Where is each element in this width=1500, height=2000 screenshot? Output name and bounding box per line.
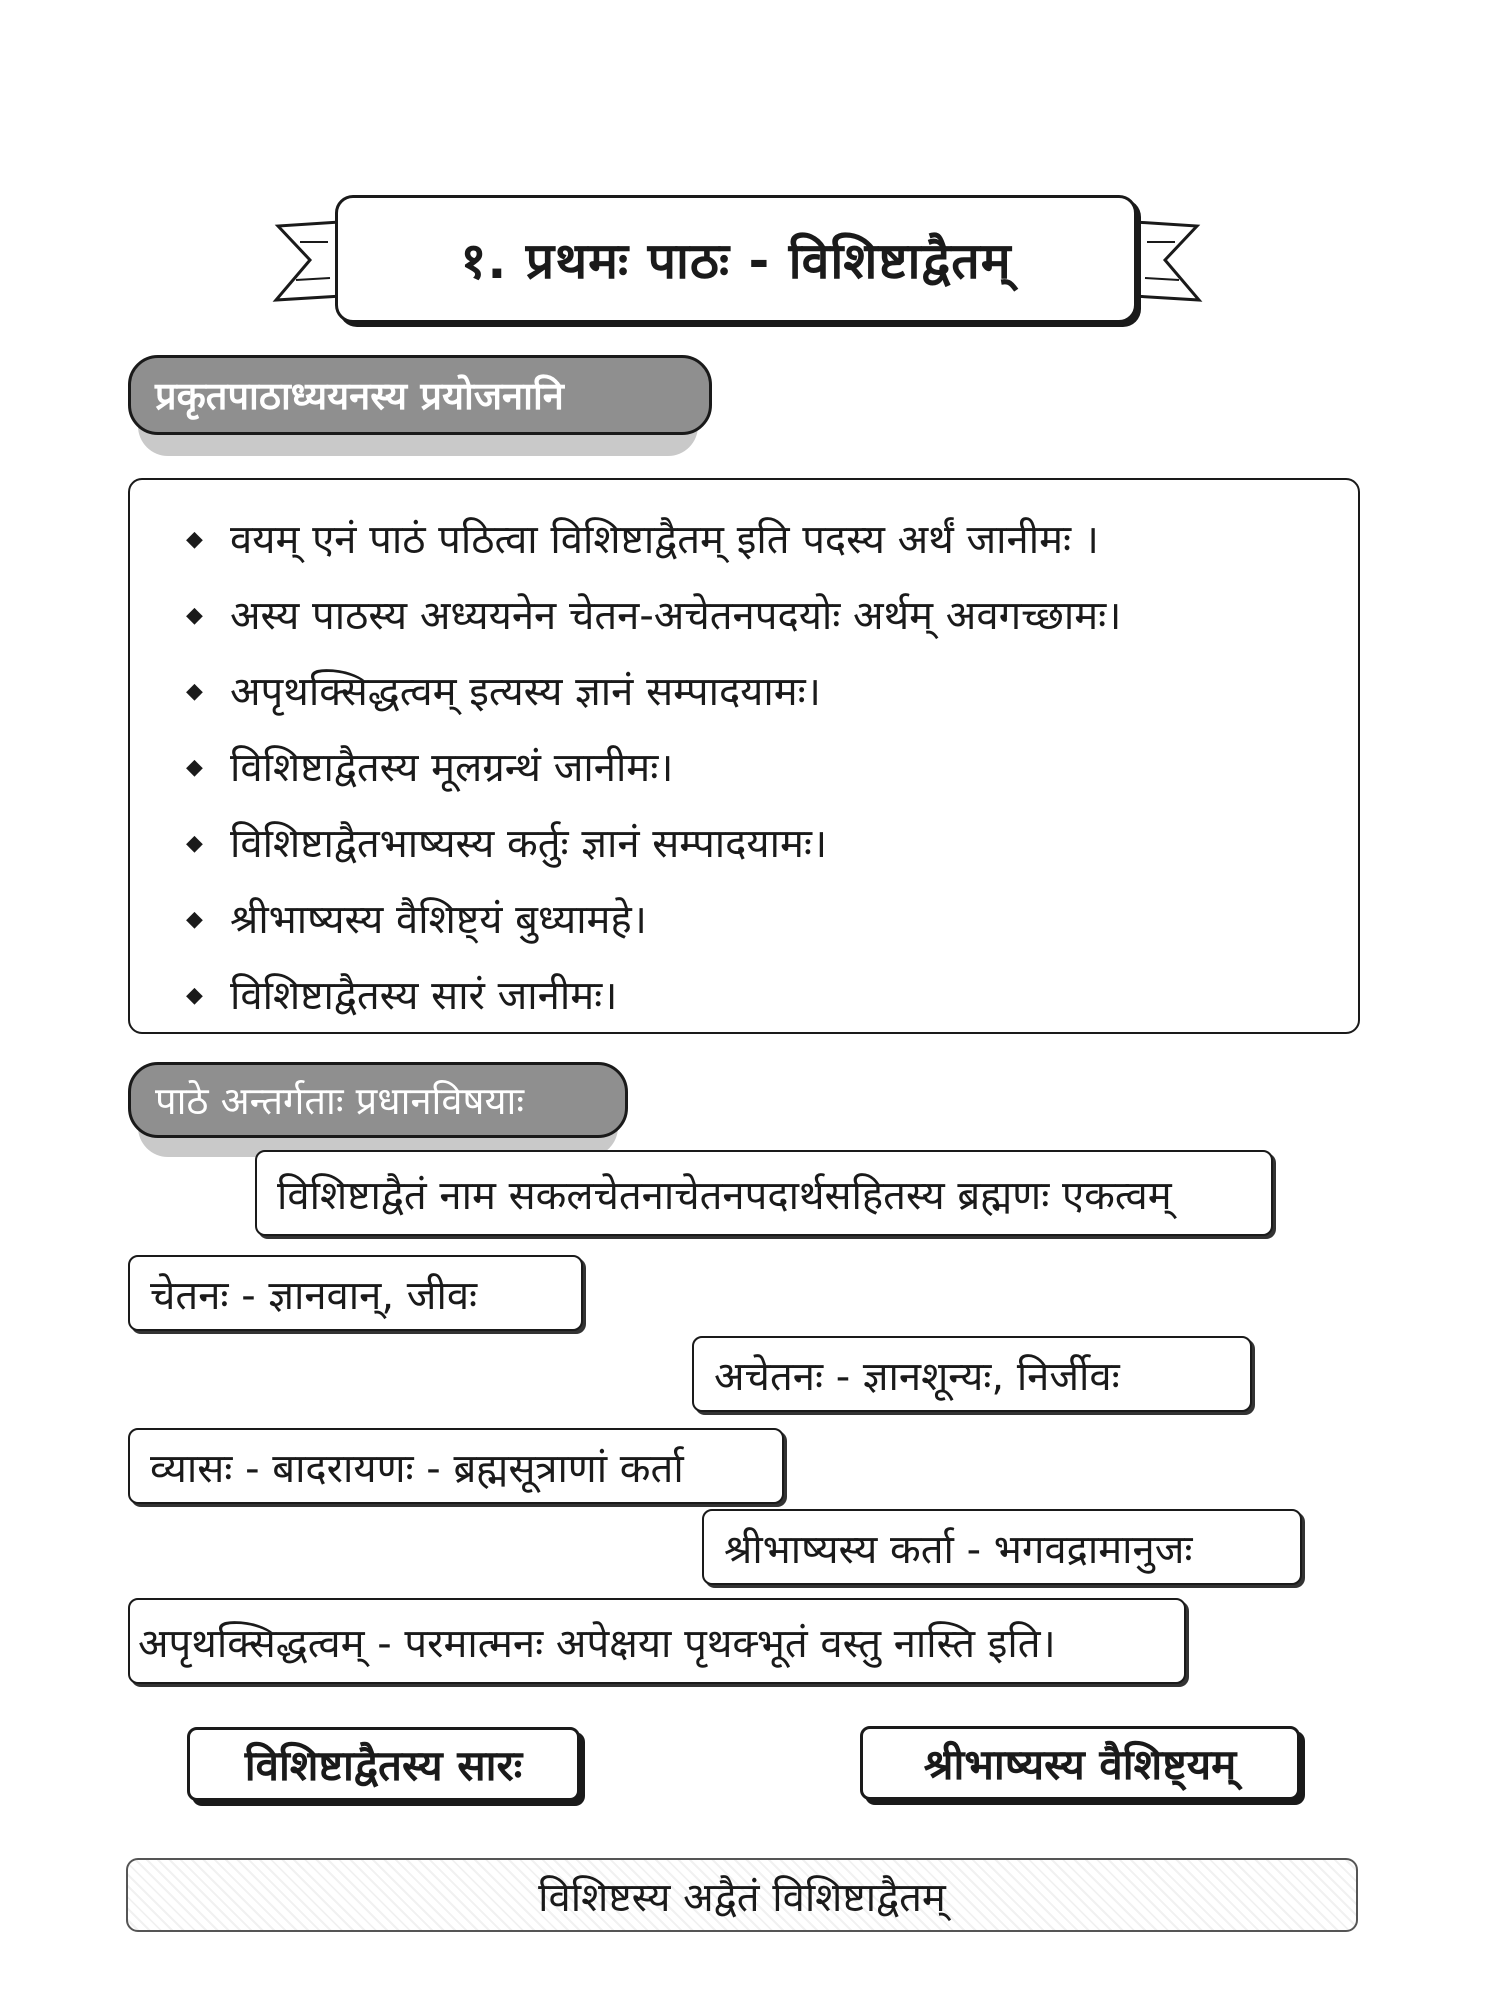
objectives-list bbox=[186, 502, 1358, 1034]
diamond-bullet-icon: ◆ bbox=[186, 603, 203, 628]
diamond-bullet-icon: ◆ bbox=[186, 679, 203, 704]
page-title bbox=[335, 195, 1137, 323]
list-item: ◆ अपृथक्सिद्धत्वम् इत्यस्य ज्ञानं सम्पादयामः। bbox=[186, 654, 1358, 730]
vyasa-box: व्यासः - बादरायणः - ब्रह्मसूत्राणां कर्ता bbox=[128, 1428, 784, 1504]
ribbon-right-icon bbox=[1125, 212, 1205, 312]
specialty-box: श्रीभाष्यस्य वैशिष्ट्यम् bbox=[860, 1726, 1300, 1800]
diamond-bullet-icon: ◆ bbox=[186, 983, 203, 1008]
list-item: ◆ अस्य पाठस्य अध्ययनेन चेतन-अचेतनपदयोः अर्थम् अवगच्छामः। bbox=[186, 578, 1358, 654]
diamond-bullet-icon: ◆ bbox=[186, 831, 203, 856]
list-item: ◆ श्रीभाष्यस्य वैशिष्ट्यं बुध्यामहे। bbox=[186, 882, 1358, 958]
aprithak-box: अपृथक्सिद्धत्वम् - परमात्मनः अपेक्षया पृथक्भूतं वस्तु नास्ति इति। bbox=[128, 1598, 1186, 1684]
list-item: ◆ विशिष्टाद्वैतभाष्यस्य कर्तुः ज्ञानं सम्पादयामः। bbox=[186, 806, 1358, 882]
chetana-box: चेतनः - ज्ञानवान्, जीवः bbox=[128, 1255, 583, 1331]
diamond-bullet-icon: ◆ bbox=[186, 755, 203, 780]
essence-box: विशिष्टाद्वैतस्य सारः bbox=[187, 1727, 580, 1801]
footer-box: विशिष्टस्य अद्वैतं विशिष्टाद्वैतम् bbox=[126, 1858, 1358, 1932]
objectives-heading: प्रकृतपाठाध्ययनस्य प्रयोजनानि bbox=[128, 355, 712, 435]
diamond-bullet-icon: ◆ bbox=[186, 907, 203, 932]
list-item: ◆ वयम् एनं पाठं पठित्वा विशिष्टाद्वैतम् इति पदस्य अर्थं जानीमः । bbox=[186, 502, 1358, 578]
list-item: ◆ विशिष्टाद्वैतस्य सारं जानीमः। bbox=[186, 958, 1358, 1034]
shribhashya-author-box: श्रीभाष्यस्य कर्ता - भगवद्रामानुजः bbox=[702, 1509, 1302, 1585]
achetana-box: अचेतनः - ज्ञानशून्यः, निर्जीवः bbox=[692, 1336, 1252, 1412]
definition-box: विशिष्टाद्वैतं नाम सकलचेतनाचेतनपदार्थसहितस्य ब्रह्मणः एकत्वम् bbox=[255, 1150, 1273, 1236]
diamond-bullet-icon: ◆ bbox=[186, 527, 203, 552]
topics-heading: पाठे अन्तर्गताः प्रधानविषयाः bbox=[128, 1062, 628, 1138]
list-item: ◆ विशिष्टाद्वैतस्य मूलग्रन्थं जानीमः। bbox=[186, 730, 1358, 806]
page-title-text: १. प्रथमः पाठः - विशिष्टाद्वैतम् bbox=[460, 232, 1012, 290]
objectives-box bbox=[128, 478, 1360, 1034]
